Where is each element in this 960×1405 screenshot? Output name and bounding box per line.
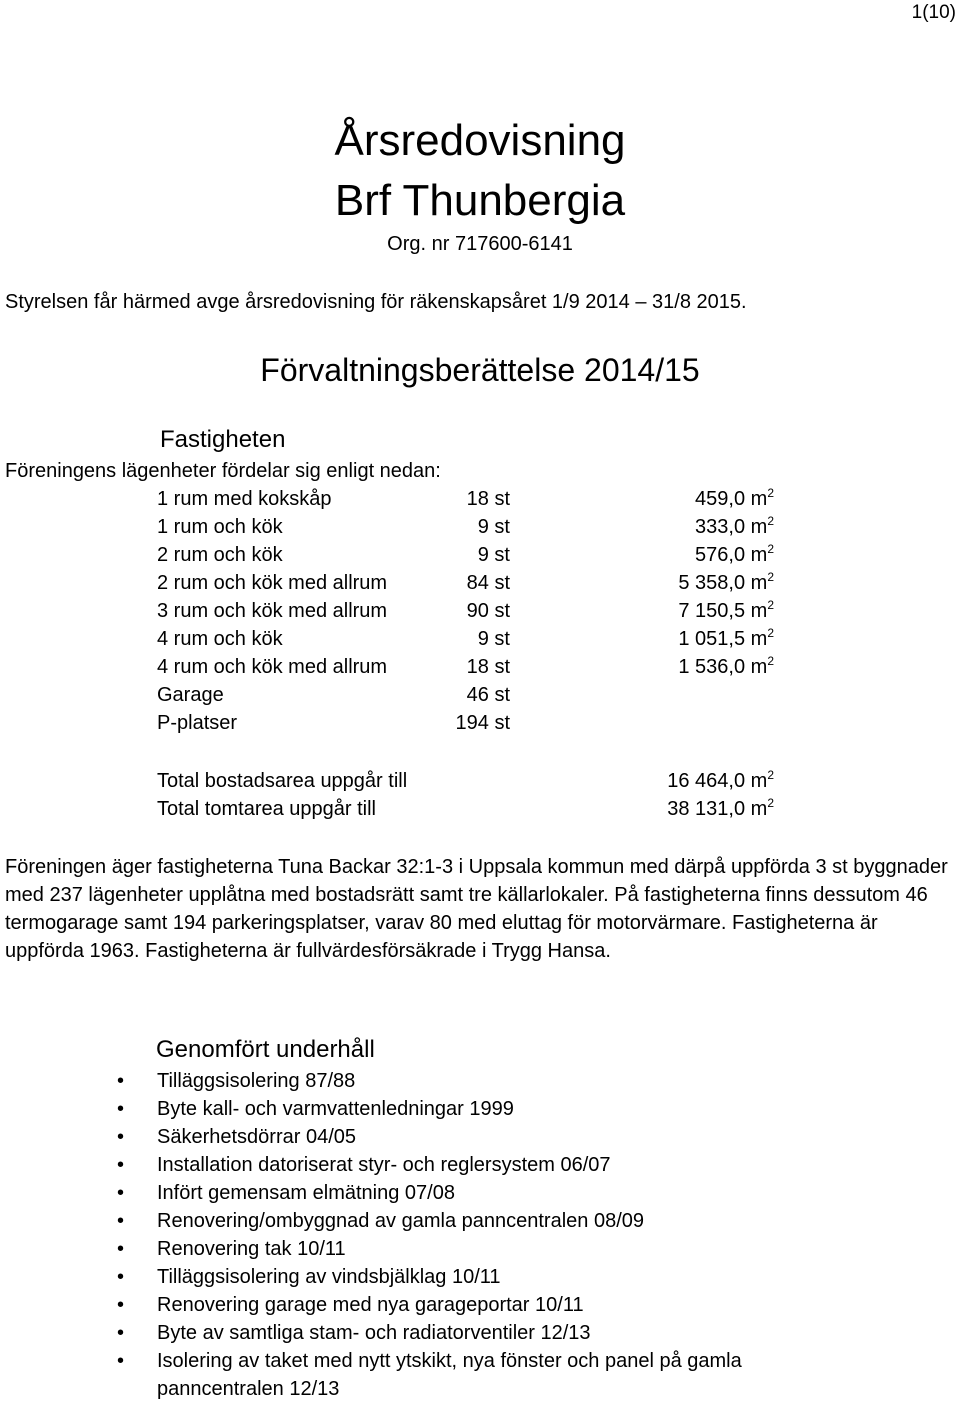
fastigheten-heading: Fastigheten [160, 426, 286, 453]
apartment-type: 4 rum och kök [157, 628, 283, 650]
maintenance-text: Byte kall- och varmvattenledningar 1999 [157, 1098, 514, 1120]
bullet-icon: • [117, 1098, 125, 1120]
apartment-type: Garage [157, 684, 224, 706]
total-label: Total bostadsarea uppgår till [157, 770, 408, 792]
total-row [0, 770, 960, 798]
apartment-type: 2 rum och kök med allrum [157, 572, 388, 594]
maintenance-item [0, 1067, 847, 1095]
maintenance-text: Isolering av taket med nytt ytskikt, nya fönster och panel på gamla panncentralen 12/13 [157, 1350, 742, 1400]
apartment-type: 3 rum och kök med allrum [157, 600, 388, 622]
maintenance-text: Säkerhetsdörrar 04/05 [157, 1126, 357, 1148]
bullet-icon: • [117, 1294, 125, 1316]
apartments-lead: Föreningens lägenheter fördelar sig enligt nedan: [5, 460, 441, 482]
apartment-count: 9 st [477, 516, 510, 538]
association-name: Brf Thunbergia [334, 176, 626, 225]
apartment-row [0, 712, 960, 740]
bullet-icon: • [117, 1154, 125, 1176]
bullet-icon: • [117, 1238, 125, 1260]
maintenance-text: Renovering tak 10/11 [157, 1238, 346, 1260]
apartment-area: 459,0 $m^2$ [695, 486, 774, 510]
apartment-row [0, 656, 960, 684]
apartment-type: 2 rum och kök [157, 544, 283, 566]
maintenance-text: Infört gemensam elmätning 07/08 [157, 1182, 455, 1204]
apartment-type: 1 rum med kokskåp [157, 488, 332, 510]
maintenance-text: Installation datoriserat styr- och reglersystem 06/07 [157, 1154, 611, 1176]
apartment-count: 194 st [455, 712, 510, 734]
apartment-row [0, 572, 960, 600]
maintenance-text: Tilläggsisolering av vindsbjälklag 10/11 [157, 1266, 501, 1288]
maintenance-text: Tilläggsisolering 87/88 [157, 1070, 356, 1092]
total-value: 16 464,0 $m^2$ [667, 768, 774, 792]
apartment-type: 1 rum och kök [157, 516, 283, 538]
apartment-area: 5 358,0 $m^2$ [678, 570, 774, 594]
bullet-icon: • [117, 1126, 125, 1148]
total-label: Total tomtarea uppgår till [157, 798, 377, 820]
total-row [0, 798, 960, 826]
apartment-row [0, 600, 960, 628]
maintenance-item [0, 1179, 847, 1207]
underhall-heading: Genomfört underhåll [156, 1036, 375, 1063]
total-value: 38 131,0 $m^2$ [667, 796, 774, 820]
maintenance-item [0, 1291, 847, 1319]
apartment-count: 18 st [466, 656, 510, 678]
property-description: Föreningen äger fastigheterna Tuna Backar 32:1-3 i Uppsala kommun med därpå uppförda 3 st byggnader med 237 lägenheter upplåtna med bostadsrätt samt tre källarlokaler. På fastigheterna finns dessutom 46 termogarage samt 194 parkeringsplatser, varav 80 med eluttag för motorvärmare. Fastigheterna är uppförda 1963. Fastigheterna är fullvärdesförsäkrade i Trygg Hansa. [5, 856, 948, 962]
apartment-count: 9 st [477, 544, 510, 566]
section-title: Förvaltningsberättelse 2014/15 [260, 352, 700, 388]
apartment-type: P-platser [157, 712, 238, 734]
bullet-icon: • [117, 1182, 125, 1204]
apartment-area: 1 536,0 $m^2$ [678, 654, 774, 678]
bullet-icon: • [117, 1070, 125, 1092]
maintenance-text: Byte av samtliga stam- och radiatorventiler 12/13 [157, 1322, 591, 1344]
bullet-icon: • [117, 1266, 125, 1288]
apartment-count: 90 st [466, 600, 510, 622]
maintenance-item [0, 1123, 847, 1151]
apartment-count: 9 st [477, 628, 510, 650]
apartment-row [0, 488, 960, 516]
maintenance-list [0, 1067, 960, 1403]
maintenance-item [0, 1347, 847, 1403]
maintenance-item [0, 1095, 847, 1123]
maintenance-item [0, 1151, 847, 1179]
org-number: Org. nr 717600-6141 [387, 233, 573, 255]
apartment-area: 333,0 $m^2$ [695, 514, 774, 538]
apartment-area: 576,0 $m^2$ [695, 542, 774, 566]
maintenance-text: Renovering garage med nya garageportar 10/11 [157, 1294, 584, 1316]
maintenance-item [0, 1235, 847, 1263]
apartment-area: 1 051,5 $m^2$ [678, 626, 774, 650]
apartment-row [0, 684, 960, 712]
maintenance-item [0, 1263, 847, 1291]
apartment-type: 4 rum och kök med allrum [157, 656, 388, 678]
bullet-icon: • [117, 1322, 125, 1344]
apartment-count: 18 st [466, 488, 510, 510]
apartment-count: 84 st [466, 572, 510, 594]
apartment-count: 46 st [466, 684, 510, 706]
page-number: 1(10) [911, 2, 956, 23]
apartment-area: 7 150,5 $m^2$ [678, 598, 774, 622]
apartment-row [0, 516, 960, 544]
apartment-row [0, 628, 960, 656]
maintenance-text: Renovering/ombyggnad av gamla panncentralen 08/09 [157, 1210, 645, 1232]
intro-sentence: Styrelsen får härmed avge årsredovisning för räkenskapsåret 1/9 2014 – 31/8 2015. [5, 291, 747, 313]
document-title: Årsredovisning [334, 116, 626, 165]
maintenance-item [0, 1207, 847, 1235]
bullet-icon: • [117, 1350, 125, 1372]
bullet-icon: • [117, 1210, 125, 1232]
maintenance-item [0, 1319, 847, 1347]
apartment-row [0, 544, 960, 572]
